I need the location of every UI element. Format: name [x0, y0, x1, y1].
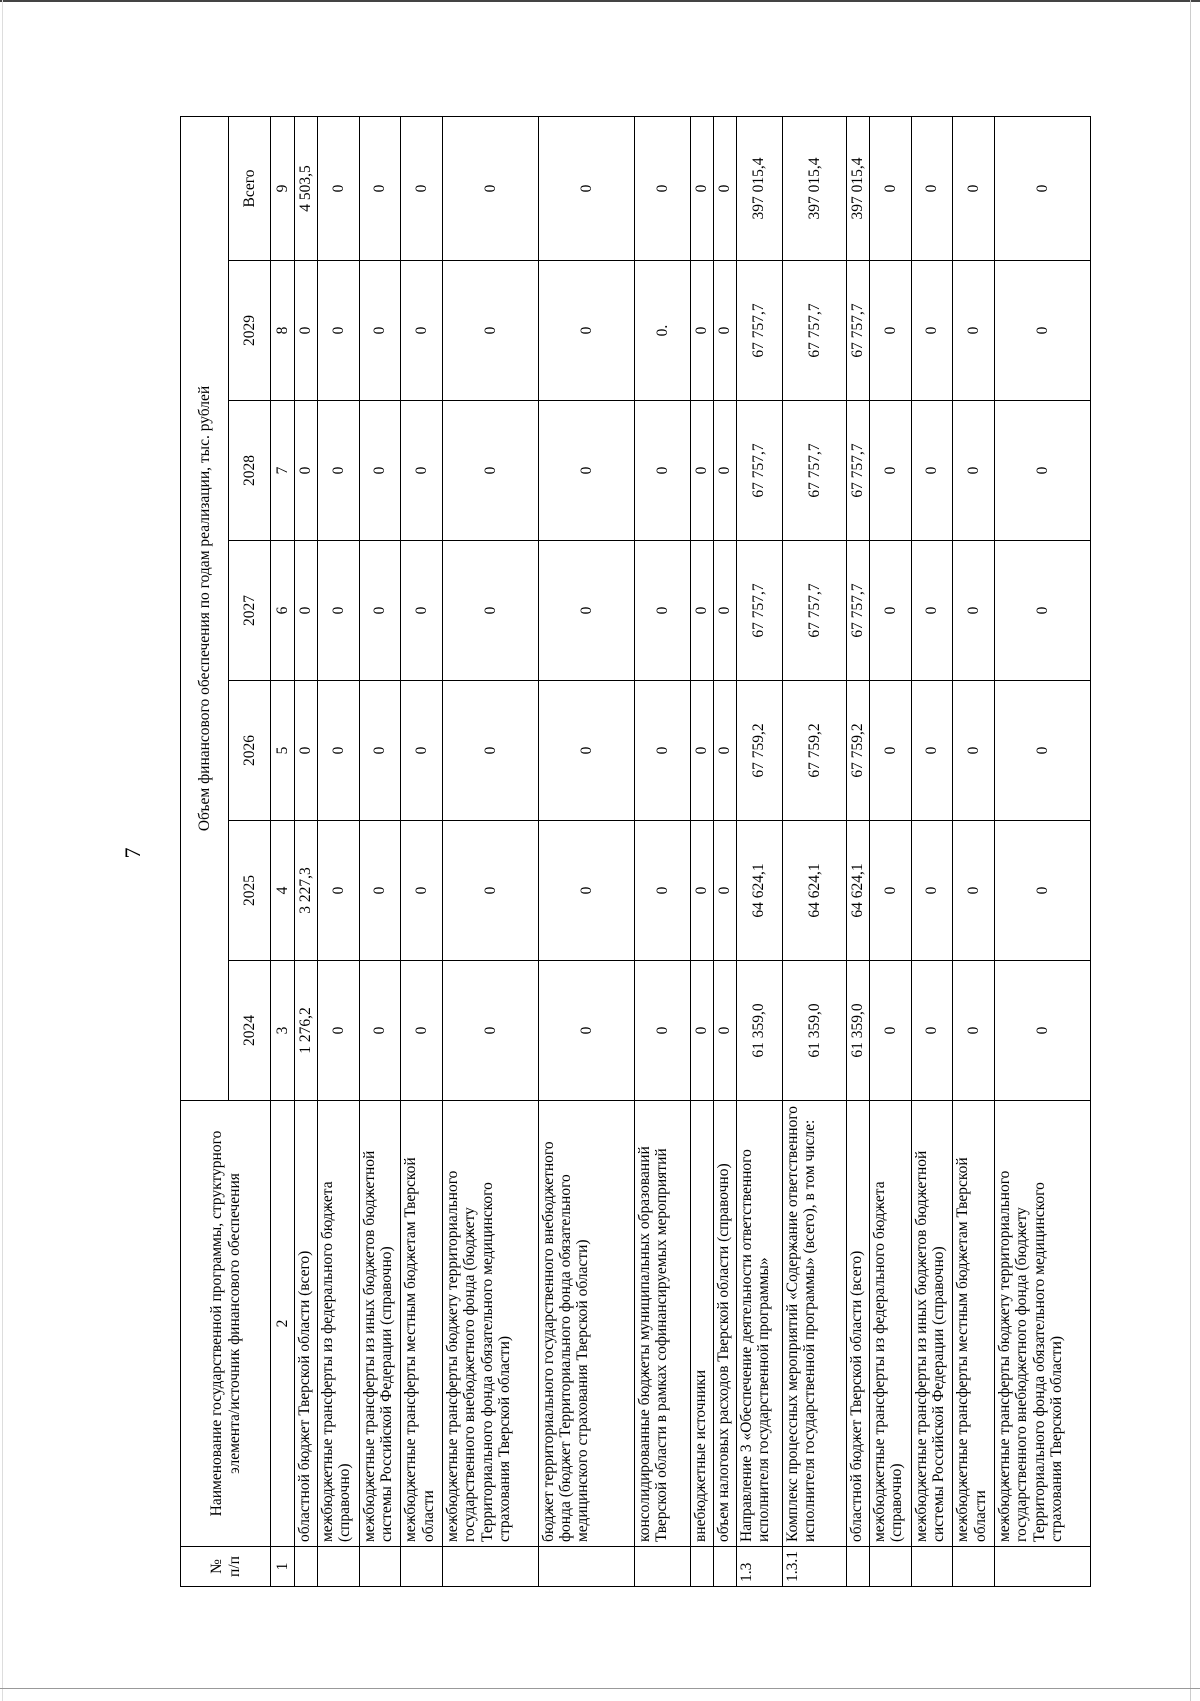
- row-value-2025: 0: [401, 821, 443, 961]
- column-number-7: 7: [271, 401, 295, 541]
- row-value-2025: 3 227,3: [295, 821, 318, 961]
- row-value-2027: 0: [317, 541, 359, 681]
- row-value-2026: 0: [442, 681, 538, 821]
- row-value-2029: 0: [359, 261, 401, 401]
- row-value-2029: 0: [870, 261, 912, 401]
- row-name: межбюджетные трансферты местным бюджетам Тверской области: [953, 1101, 995, 1547]
- row-value-2024: 0: [690, 961, 713, 1101]
- row-value-2024: 0: [359, 961, 401, 1101]
- row-value-total: 0: [713, 116, 736, 260]
- row-value-2027: 0: [634, 541, 690, 681]
- row-value-total: 0: [634, 116, 690, 260]
- row-name: областной бюджет Тверской области (всего): [847, 1101, 870, 1547]
- row-value-2026: 0: [538, 681, 634, 821]
- page-number: 7: [120, 847, 145, 859]
- column-number-2: 2: [271, 1101, 295, 1547]
- header-volume: Объем финансового обеспечения по годам реализации, тыс. рублей: [181, 116, 229, 1100]
- table-row: [782, 116, 847, 1586]
- scan-edge-right: [1190, 0, 1191, 1701]
- row-value-2024: 1 276,2: [295, 961, 318, 1101]
- column-number-6: 6: [271, 541, 295, 681]
- table-row: [359, 116, 401, 1586]
- row-number: [538, 1547, 634, 1587]
- row-value-2025: 0: [995, 821, 1091, 961]
- row-value-total: 397 015,4: [782, 116, 847, 260]
- row-value-2028: 0: [911, 401, 953, 541]
- row-name: бюджет территориального государственного внебюджетного фонда (бюджет Территориального фонда обязательного медицинского страхования Тверской области): [538, 1101, 634, 1547]
- row-value-2025: 0: [870, 821, 912, 961]
- row-value-2028: 0: [401, 401, 443, 541]
- row-value-2027: 0: [690, 541, 713, 681]
- row-number: [317, 1547, 359, 1587]
- column-number-1: 1: [271, 1547, 295, 1587]
- row-value-2026: 0: [953, 681, 995, 821]
- row-value-2024: 0: [442, 961, 538, 1101]
- row-value-2025: 0: [713, 821, 736, 961]
- row-value-total: 0: [953, 116, 995, 260]
- row-value-2029: 0: [295, 261, 318, 401]
- row-value-2026: 0: [359, 681, 401, 821]
- row-value-total: 0: [401, 116, 443, 260]
- row-number: [690, 1547, 713, 1587]
- header-year-6: 2029: [229, 261, 271, 401]
- column-number-9: 9: [271, 116, 295, 260]
- row-value-2025: 64 624,1: [736, 821, 782, 961]
- row-value-2026: 0: [634, 681, 690, 821]
- row-value-2029: 67 757,7: [736, 261, 782, 401]
- row-name: межбюджетные трансферты из иных бюджетов бюджетной системы Российской Федерации (справочно): [911, 1101, 953, 1547]
- row-value-2027: 67 757,7: [847, 541, 870, 681]
- row-name: межбюджетные трансферты бюджету территориального государственного внебюджетного фонда (бюджету Территориального фонда обязательного медицинского страхования Тверской области): [442, 1101, 538, 1547]
- row-value-2028: 0: [634, 401, 690, 541]
- row-name: межбюджетные трансферты из федерального бюджета (справочно): [317, 1101, 359, 1547]
- row-value-2026: 0: [401, 681, 443, 821]
- row-number: [359, 1547, 401, 1587]
- row-name: объем налоговых расходов Тверской области (справочно): [713, 1101, 736, 1547]
- row-value-total: 397 015,4: [736, 116, 782, 260]
- header-year-1: 2024: [229, 961, 271, 1101]
- row-value-2026: 0: [690, 681, 713, 821]
- row-value-2025: 0: [690, 821, 713, 961]
- row-value-2025: 0: [317, 821, 359, 961]
- table-body: [295, 116, 1091, 1586]
- row-value-2026: 0: [995, 681, 1091, 821]
- row-value-2027: 0: [401, 541, 443, 681]
- column-number-8: 8: [271, 261, 295, 401]
- table-row: [953, 116, 995, 1586]
- header-row-1: [181, 116, 229, 1586]
- row-number: [847, 1547, 870, 1587]
- row-value-2028: 67 757,7: [847, 401, 870, 541]
- row-number: [953, 1547, 995, 1587]
- row-value-2025: 64 624,1: [847, 821, 870, 961]
- column-number-4: 4: [271, 821, 295, 961]
- header-no: № п/п: [181, 1547, 271, 1587]
- row-name: Комплекс процессных мероприятий «Содержание ответственного исполнителя государственной программы» (всего), в том числе:: [782, 1101, 847, 1547]
- row-value-2028: 0: [295, 401, 318, 541]
- row-value-2024: 0: [713, 961, 736, 1101]
- row-value-total: 0: [317, 116, 359, 260]
- row-value-total: 397 015,4: [847, 116, 870, 260]
- row-number: 1.3: [736, 1547, 782, 1587]
- row-value-2025: 0: [953, 821, 995, 961]
- row-value-2029: 0: [953, 261, 995, 401]
- header-year-2: 2025: [229, 821, 271, 961]
- row-value-2026: 67 759,2: [847, 681, 870, 821]
- row-value-2027: 0: [295, 541, 318, 681]
- row-value-2024: 0: [538, 961, 634, 1101]
- table-row: [317, 116, 359, 1586]
- row-value-2029: 0: [995, 261, 1091, 401]
- row-value-2027: 0: [911, 541, 953, 681]
- row-value-2027: 0: [359, 541, 401, 681]
- row-value-2027: 0: [713, 541, 736, 681]
- table-row: [401, 116, 443, 1586]
- row-value-total: 0: [442, 116, 538, 260]
- table-row: [870, 116, 912, 1586]
- row-name: межбюджетные трансферты бюджету территориального государственного внебюджетного фонда (бюджету Территориального фонда обязательного медицинского страхования Тверской области): [995, 1101, 1091, 1547]
- row-value-2024: 0: [401, 961, 443, 1101]
- row-number: [401, 1547, 443, 1587]
- row-value-total: 4 503,5: [295, 116, 318, 260]
- row-value-2024: 0: [953, 961, 995, 1101]
- table-row: [713, 116, 736, 1586]
- row-name: Направление 3 «Обеспечение деятельности ответственного исполнителя государственной программы»: [736, 1101, 782, 1547]
- row-value-2029: 0: [690, 261, 713, 401]
- row-value-2028: 0: [442, 401, 538, 541]
- row-value-total: 0: [870, 116, 912, 260]
- row-value-2029: 0.: [634, 261, 690, 401]
- header-year-4: 2027: [229, 541, 271, 681]
- row-number: [713, 1547, 736, 1587]
- row-name: внебюджетные источники: [690, 1101, 713, 1547]
- row-number: [995, 1547, 1091, 1587]
- row-value-total: 0: [995, 116, 1091, 260]
- row-value-2027: 0: [953, 541, 995, 681]
- row-value-total: 0: [538, 116, 634, 260]
- scan-edge-left: [2, 0, 3, 1701]
- row-name: межбюджетные трансферты местным бюджетам Тверской области: [401, 1101, 443, 1547]
- row-value-2028: 0: [359, 401, 401, 541]
- row-name: областной бюджет Тверской области (всего): [295, 1101, 318, 1547]
- row-value-2025: 0: [442, 821, 538, 961]
- row-value-2028: 0: [690, 401, 713, 541]
- table-row: [538, 116, 634, 1586]
- row-value-2026: 0: [295, 681, 318, 821]
- row-number: [634, 1547, 690, 1587]
- row-value-2026: 0: [713, 681, 736, 821]
- row-value-2029: 0: [911, 261, 953, 401]
- header-name: Наименование государственной программы, структурного элемента/источник финансового обеспечения: [181, 1101, 271, 1547]
- row-value-2028: 67 757,7: [782, 401, 847, 541]
- row-value-2024: 61 359,0: [782, 961, 847, 1101]
- column-numbers-row: [271, 116, 295, 1586]
- row-number: 1.3.1: [782, 1547, 847, 1587]
- table-row: [995, 116, 1091, 1586]
- row-value-total: 0: [690, 116, 713, 260]
- row-value-2024: 61 359,0: [847, 961, 870, 1101]
- row-value-2027: 67 757,7: [782, 541, 847, 681]
- row-value-2024: 0: [911, 961, 953, 1101]
- row-value-2029: 0: [317, 261, 359, 401]
- row-value-2028: 0: [870, 401, 912, 541]
- row-number: [295, 1547, 318, 1587]
- row-value-2024: 0: [634, 961, 690, 1101]
- row-number: [870, 1547, 912, 1587]
- header-year-5: 2028: [229, 401, 271, 541]
- table-row: [634, 116, 690, 1586]
- row-value-2027: 0: [442, 541, 538, 681]
- table-row: [442, 116, 538, 1586]
- rotated-table-container: [180, 117, 1091, 1587]
- row-value-2027: 67 757,7: [736, 541, 782, 681]
- row-value-2026: 0: [870, 681, 912, 821]
- table-row: [295, 116, 318, 1586]
- row-value-2029: 0: [538, 261, 634, 401]
- row-name: межбюджетные трансферты из федерального бюджета (справочно): [870, 1101, 912, 1547]
- row-value-2026: 0: [911, 681, 953, 821]
- row-value-total: 0: [911, 116, 953, 260]
- row-value-2029: 0: [442, 261, 538, 401]
- row-name: межбюджетные трансферты из иных бюджетов бюджетной системы Российской Федерации (справочно): [359, 1101, 401, 1547]
- scan-edge-top: [0, 0, 1200, 2]
- row-value-2028: 67 757,7: [736, 401, 782, 541]
- row-value-2029: 0: [713, 261, 736, 401]
- row-value-2029: 67 757,7: [847, 261, 870, 401]
- row-value-2026: 67 759,2: [782, 681, 847, 821]
- table-row: [911, 116, 953, 1586]
- row-value-2028: 0: [995, 401, 1091, 541]
- row-value-2024: 0: [870, 961, 912, 1101]
- row-value-2024: 0: [995, 961, 1091, 1101]
- row-value-2025: 0: [634, 821, 690, 961]
- row-value-2029: 67 757,7: [782, 261, 847, 401]
- row-value-2027: 0: [538, 541, 634, 681]
- row-value-2028: 0: [953, 401, 995, 541]
- table-row: [690, 116, 713, 1586]
- row-value-2025: 0: [359, 821, 401, 961]
- row-value-2025: 0: [911, 821, 953, 961]
- row-value-2026: 67 759,2: [736, 681, 782, 821]
- header-year-7: Всего: [229, 116, 271, 260]
- scan-edge-bottom: [0, 1688, 1200, 1689]
- row-value-2028: 0: [317, 401, 359, 541]
- row-value-2027: 0: [995, 541, 1091, 681]
- column-number-5: 5: [271, 681, 295, 821]
- row-name: консолидированные бюджеты муниципальных образований Тверской области в рамках софинансируемых мероприятий: [634, 1101, 690, 1547]
- column-number-3: 3: [271, 961, 295, 1101]
- row-number: [442, 1547, 538, 1587]
- row-number: [911, 1547, 953, 1587]
- row-value-2026: 0: [317, 681, 359, 821]
- row-value-2024: 0: [317, 961, 359, 1101]
- header-year-3: 2026: [229, 681, 271, 821]
- row-value-2025: 64 624,1: [782, 821, 847, 961]
- financing-table: [180, 116, 1091, 1587]
- row-value-2029: 0: [401, 261, 443, 401]
- table-row: [847, 116, 870, 1586]
- table-row: [736, 116, 782, 1586]
- row-value-total: 0: [359, 116, 401, 260]
- row-value-2027: 0: [870, 541, 912, 681]
- row-value-2028: 0: [538, 401, 634, 541]
- row-value-2025: 0: [538, 821, 634, 961]
- row-value-2024: 61 359,0: [736, 961, 782, 1101]
- row-value-2028: 0: [713, 401, 736, 541]
